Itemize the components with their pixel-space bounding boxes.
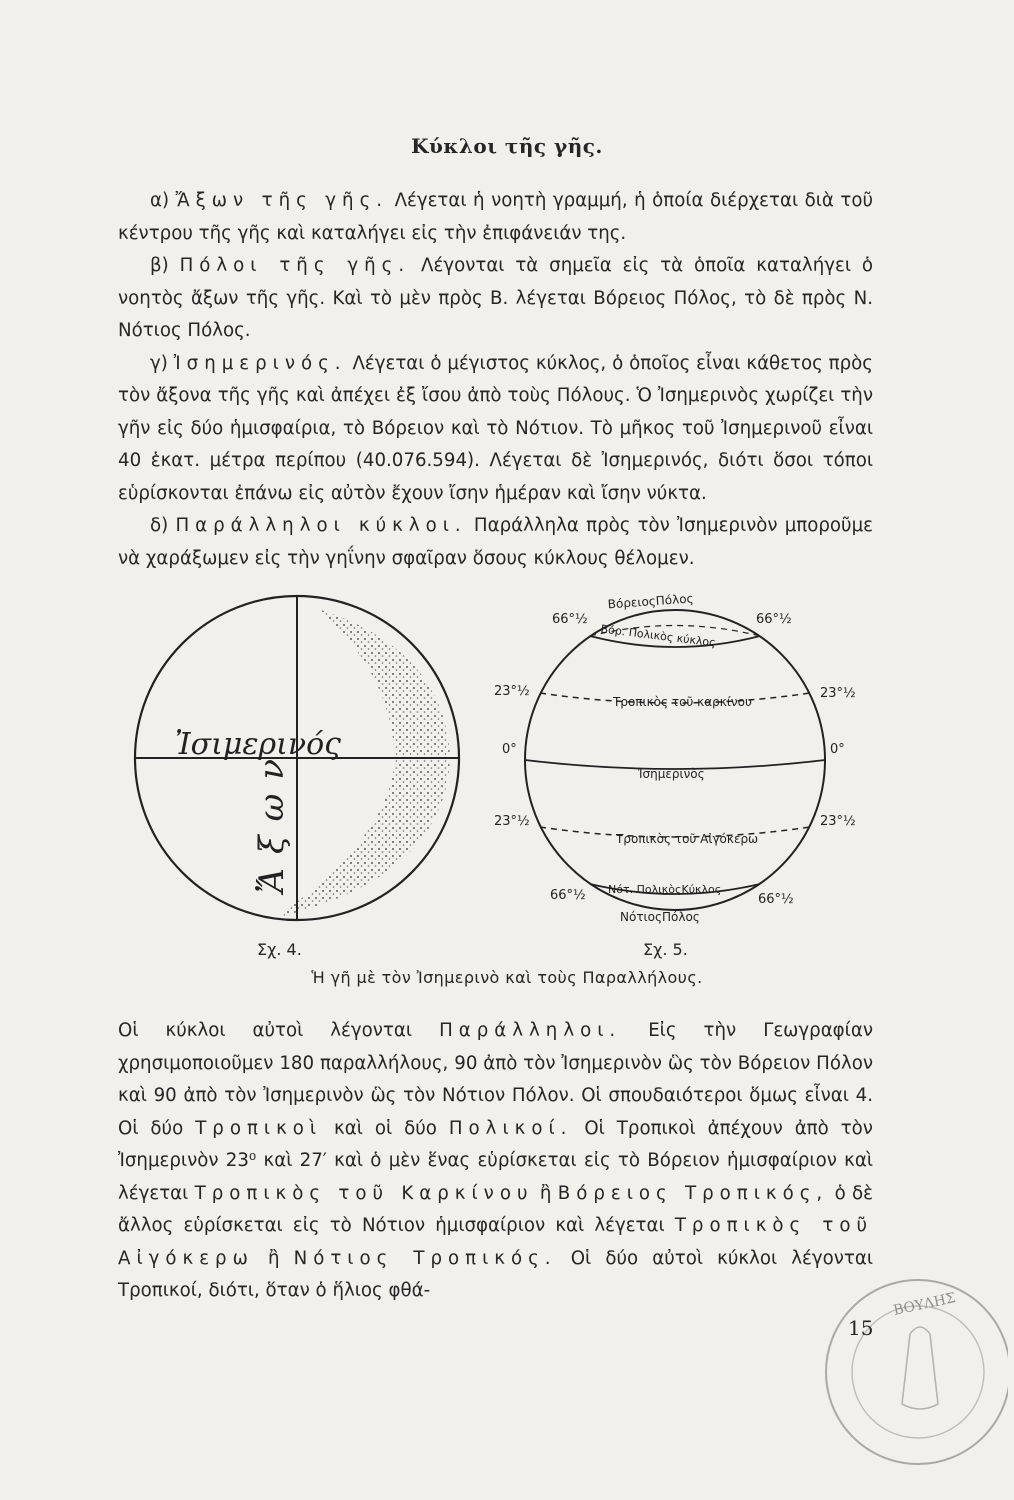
deg-66-right-bottom: 66°½ [758,892,794,907]
lower-s1a: Οἱ κύκλοι αὐτοὶ λέγονται [118,1020,413,1041]
lower-s5: ὁ δὲ ἄλλος εὑρίσκεται εἰς τὸ Νότιον ἡμισφαίριον καὶ λέγεται [118,1182,873,1236]
figure-5-globe [488,585,888,940]
lower-text-block [118,1015,873,1308]
arctic-label: Βόρ. Πολικὸς κύκλος [599,622,717,650]
term-cancer: Τροπικὸς τοῦ Καρκίνου [194,1182,534,1204]
deg-23-right-bottom: 23°½ [820,814,856,829]
term-polar: Πολικοί. [448,1117,573,1139]
lower-s7: Οἱ δύο αὐτοὶ κύκλοι λέγονται Τροπικοί, διότι, ὅταν ὁ ἥλιος φθά- [118,1247,873,1301]
text-parallels: Παράλληλα πρὸς τὸν Ἰσημερινὸν μποροῦμε νὰ χαράξωμεν εἰς τὴν γηΐνην σφαῖραν ὅσους κύκλους θέλομεν. [118,515,873,569]
lower-s2: καὶ οἱ δύο [334,1117,437,1139]
term-equator: Ἰσημερινός. [173,352,347,374]
lower-s1b: Εἰς τὴν Γεωγραφίαν χρησιμοποιοῦμεν 180 παραλλήλους, 90 ἀπὸ τὸν Ἰσημερινὸν ὣς τὸν Βόρειον Πόλον καὶ 90 ἀπὸ τὸν Ἰσημερινὸν ὣς τὸν Νότιον Πόλον. Οἱ σπουδαιότεροι ὅμως εἶναι 4. Οἱ δύο [118,1020,873,1139]
deg-0-right: 0° [830,742,845,757]
text-equator: Λέγεται ὁ μέγιστος κύκλος, ὁ ὁποῖος εἶναι κάθετος πρὸς τὸν ἄξονα τῆς γῆς καὶ ἀπέχει ἐξ ἴσου ἀπὸ τοὺς Πόλους. Ὁ Ἰσημερινὸς χωρίζει τὴν γῆν εἰς δύο ἡμισφαίρια, τὸ Βόρειον καὶ τὸ Νότιον. Τὸ μῆκος τοῦ Ἰσημερινοῦ εἶναι 40 ἑκατ. μέτρα περίπου (40.076.594). Λέγεται δὲ Ἰσημερινός, διότι ὅσοι τόποι εὑρίσκονται ἐπάνω εἰς αὐτὸν ἔχουν ἴσην ἡμέραν καὶ ἴσην νύκτα. [118,352,873,504]
shading [275,608,450,918]
term-north-tropic: Βόρειος Τροπικός, [557,1182,829,1204]
equator-label-2: Ἰσημερινὸς [638,767,705,781]
globe-outline-2 [525,610,825,910]
paragraph-main-parallels [118,1015,873,1308]
paragraph-axis [118,185,873,250]
term-poles: Πόλοι τῆς γῆς. [179,255,411,276]
fig5-caption: Σχ. 5. [643,940,688,959]
label-d: δ) [150,515,169,536]
label-c: γ) [150,352,168,374]
page-number: 15 [848,1316,874,1340]
paragraph-parallels [118,510,873,575]
figure-4-globe [125,588,465,928]
south-pole-label: ΝότιοςΠόλος [620,910,700,924]
figure-caption: Ἡ γῆ μὲ τὸν Ἰσημερινὸ καὶ τοὺς Παραλλήλους. [311,968,703,987]
lower-s3: Οἱ Τροπικοὶ ἀπέχουν ἀπὸ τὸν Ἰσημερινὸν 23⁰ καὶ 27′ καὶ ὁ μὲν ἕνας εὑρίσκεται εἰς τὸ Βόρειον ἡμισφαίριον καὶ λέγεται [118,1117,873,1204]
page-title: Κύκλοι τῆς γῆς. [411,134,603,158]
term-parallels: Παράλληλοι κύκλοι. [175,515,467,536]
deg-66-left-top: 66°½ [552,612,588,627]
label-a: α) [150,190,170,211]
paragraph-poles [118,250,873,348]
text-poles: Λέγονται τὰ σημεῖα εἰς τὰ ὁποῖα καταλήγει ὁ νοητὸς ἄξων τῆς γῆς. Καὶ τὸ μὲν πρὸς Β. λέγεται Βόρειος Πόλος, τὸ δὲ πρὸς Ν. Νότιος Πόλος. [118,255,873,341]
definitions-block [118,185,873,575]
deg-23-left-bottom: 23°½ [494,814,530,829]
term-tropics: Τροπικοὶ [195,1117,323,1139]
term-axis: Ἄξων τῆς γῆς. [175,190,389,211]
equator-label: Ἰσιμερινός [175,727,341,762]
paragraph-equator [118,348,873,511]
library-stamp [818,1272,1008,1492]
term-capricorn: Τροπικὸς τοῦ Αἰγόκερω [118,1215,873,1269]
label-b: β) [150,255,169,276]
deg-23-right-top: 23°½ [820,686,856,701]
term-south-tropic: Νότιος Τροπικός. [293,1247,557,1269]
term-parallels-2: Παράλληλοι. [439,1020,622,1041]
antarctic-label: Νότ. ΠολικὸςΚύκλος [608,883,722,896]
axis-label: Ἄξων [252,744,292,893]
deg-66-left-bottom: 66°½ [550,888,586,903]
capricorn-label: Τροπικὸς τοῦ Αἰγόκερω [616,832,759,846]
north-pole-label: ΒόρειοςΠόλος [607,591,695,612]
deg-23-left-top: 23°½ [494,684,530,699]
cancer-label: Τροπικὸς τοῦ καρκίνου [613,695,752,709]
deg-66-right-top: 66°½ [756,612,792,627]
fig4-caption: Σχ. 4. [257,940,302,959]
text-axis: Λέγεται ἡ νοητὴ γραμμή, ἡ ὁποία διέρχεται διὰ τοῦ κέντρου τῆς γῆς καὶ καταλήγει εἰς τὴν ἐπιφάνειάν της. [118,190,873,244]
deg-0-left: 0° [502,742,517,757]
lower-s6: ἢ [267,1247,280,1269]
stamp-text: ΒΟΥΛΗΣ [892,1290,958,1319]
lower-s4: ἢ [539,1182,552,1204]
